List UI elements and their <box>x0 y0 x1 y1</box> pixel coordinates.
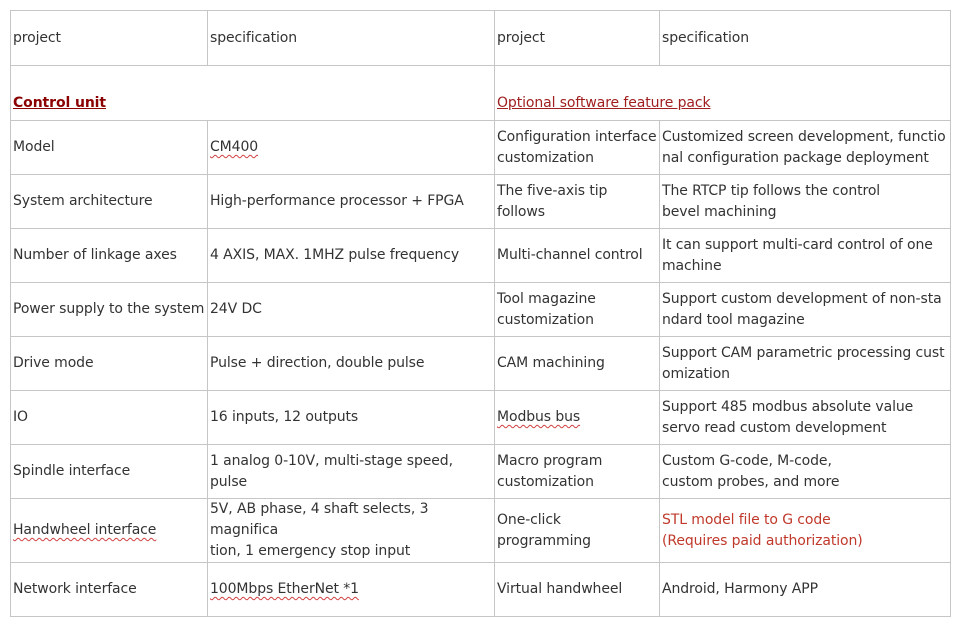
cell-specification: High-performance processor + FPGA <box>208 175 495 229</box>
cell-specification: Support CAM parametric processing cust omization <box>660 337 951 391</box>
cell-project: Configuration interface customization <box>495 121 660 175</box>
cell-specification: The RTCP tip follows the control bevel machining <box>660 175 951 229</box>
cell-specification <box>208 563 495 617</box>
table-row <box>11 283 951 337</box>
cell-project <box>11 499 208 563</box>
section-title-software-pack: Optional software feature pack <box>497 95 711 111</box>
section-title-control-unit: Control unit <box>13 95 106 111</box>
cell-specification: Customized screen development, functio nal configuration package deployment <box>660 121 951 175</box>
table-row <box>11 337 951 391</box>
cell-project: Model <box>11 121 208 175</box>
cell-specification <box>208 121 495 175</box>
cell-project: CAM machining <box>495 337 660 391</box>
specification-table <box>10 10 951 617</box>
section-row <box>11 66 951 121</box>
cell-project <box>495 391 660 445</box>
cell-project: Network interface <box>11 563 208 617</box>
header-specification-left: specification <box>208 11 495 66</box>
cell-specification: Support custom development of non-sta ndard tool magazine <box>660 283 951 337</box>
header-project-left: project <box>11 11 208 66</box>
cell-project: Multi-channel control <box>495 229 660 283</box>
cell-specification: Custom G-code, M-code, custom probes, and more <box>660 445 951 499</box>
cell-specification: 16 inputs, 12 outputs <box>208 391 495 445</box>
cell-project: Tool magazine customization <box>495 283 660 337</box>
cell-project: System architecture <box>11 175 208 229</box>
cell-specification: 4 AXIS, MAX. 1MHZ pulse frequency <box>208 229 495 283</box>
cell-specification-highlight: STL model file to G code (Requires paid authorization) <box>660 499 951 563</box>
table-row <box>11 175 951 229</box>
cell-specification: 1 analog 0-10V, multi-stage speed, pulse <box>208 445 495 499</box>
table-row <box>11 499 951 563</box>
header-specification-right: specification <box>660 11 951 66</box>
header-project-right: project <box>495 11 660 66</box>
cell-specification: It can support multi-card control of one machine <box>660 229 951 283</box>
cell-specification: Android, Harmony APP <box>660 563 951 617</box>
cell-project: Spindle interface <box>11 445 208 499</box>
cell-project: The five-axis tip follows <box>495 175 660 229</box>
cell-project: Number of linkage axes <box>11 229 208 283</box>
cell-specification: Pulse + direction, double pulse <box>208 337 495 391</box>
project-text: Modbus bus <box>497 409 581 425</box>
cell-specification: Support 485 modbus absolute value servo read custom development <box>660 391 951 445</box>
spec-text: CM400 <box>210 139 259 155</box>
section-software-feature-pack <box>495 66 951 121</box>
table-row <box>11 229 951 283</box>
cell-project: IO <box>11 391 208 445</box>
section-control-unit <box>11 66 495 121</box>
cell-project: One-click programming <box>495 499 660 563</box>
table-row <box>11 445 951 499</box>
spec-text: 100Mbps EtherNet *1 <box>210 581 359 597</box>
cell-project: Macro program customization <box>495 445 660 499</box>
table-row <box>11 391 951 445</box>
table-row <box>11 121 951 175</box>
table-row <box>11 563 951 617</box>
header-row <box>11 11 951 66</box>
cell-project: Power supply to the system <box>11 283 208 337</box>
cell-specification: 5V, AB phase, 4 shaft selects, 3 magnifica tion, 1 emergency stop input <box>208 499 495 563</box>
cell-specification: 24V DC <box>208 283 495 337</box>
cell-project: Drive mode <box>11 337 208 391</box>
project-text: Handwheel interface <box>13 522 157 538</box>
cell-project: Virtual handwheel <box>495 563 660 617</box>
